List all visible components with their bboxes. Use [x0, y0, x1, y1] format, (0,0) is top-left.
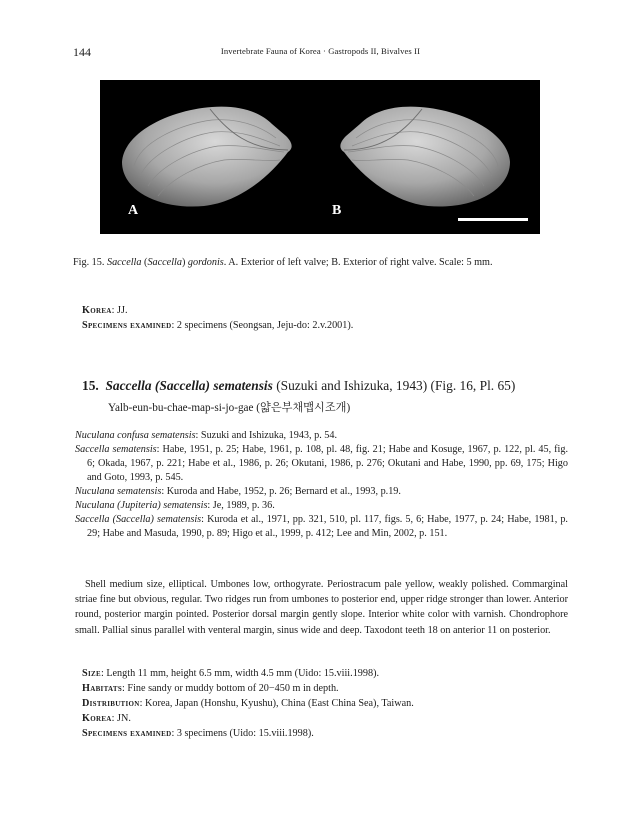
figure-caption: Fig. 15. Saccella (Saccella) gordonis. A. Exterior of left valve; B. Exterior of right valve. Scale: 5 mm. — [73, 257, 493, 268]
scale-bar — [458, 218, 528, 221]
fact-distribution: Distribution: Korea, Japan (Honshu, Kyushu), China (East China Sea), Taiwan. — [82, 698, 414, 709]
figure-15 — [100, 80, 540, 234]
synonymy-list — [75, 429, 568, 541]
fact-size: Size: Length 11 mm, height 6.5 mm, width 4.5 mm (Uido: 15.viii.1998). — [82, 668, 380, 679]
prev-specimens-line: Specimens examined: 2 specimens (Seongsan, Jeju-do: 2.v.2001). — [82, 320, 354, 331]
right-valve-shell — [340, 107, 510, 207]
fact-korea: Korea: JN. — [82, 713, 131, 724]
species-heading: 15. Saccella (Saccella) sematensis (Suzuki and Ishizuka, 1943) (Fig. 16, Pl. 65) — [82, 378, 516, 393]
fact-specimens: Specimens examined: 3 specimens (Uido: 15.viii.1998). — [82, 728, 314, 739]
figure-label-b: B — [332, 203, 342, 218]
synonymy-entry: Saccella sematensis: Habe, 1951, p. 25; Habe, 1961, p. 108, pl. 48, fig. 21; Habe and Kosuge, 1967, p. 122, pl. 45, fig. 6; Okada, 1967, p. 221; Habe et al., 1986, p. 26; Okutani, 1986, p. 276; Okutani and Habe, 1990, pp. 69, 175; Higo and Goto, 1993, p. 545. — [75, 444, 568, 483]
figure-label-a: A — [128, 203, 139, 218]
species-facts — [82, 666, 414, 741]
fact-habitats: Habitats: Fine sandy or muddy bottom of 20−450 m in depth. — [82, 683, 339, 694]
running-title: Invertebrate Fauna of Korea · Gastropods II, Bivalves II — [220, 46, 421, 56]
species-description: Shell medium size, elliptical. Umbones low, orthogyrate. Periostracum pale yellow, weakly polished. Commarginal striae fine but obvious, regular. Two ridges run from umbones to posterior end, upper ridge stronger than lower. Anterior round, posterior margin pointed. Posterior dorsal margin gently slope. Interior white color with varnish. Chondrophore small. Pallial sinus parallel with venteral margin, sinus wide and deep. Taxodont teeth 18 on anterior 11 on posterior. — [75, 579, 568, 636]
synonymy-entry: Nuculana confusa sematensis: Suzuki and Ishizuka, 1943, p. 54. — [75, 430, 338, 441]
korean-name: Yalb-eun-bu-chae-map-si-jo-gae (얇은부채맵시조개) — [108, 402, 351, 414]
page-number: 144 — [73, 45, 91, 59]
synonymy-entry: Nuculana (Jupiteria) sematensis: Je, 1989, p. 36. — [75, 500, 275, 511]
synonymy-entry: Saccella (Saccella) sematensis: Kuroda et al., 1971, pp. 321, 510, pl. 117, figs. 5, 6; Habe, 1977, p. 24; Habe, 1981, p. 29; Habe and Masuda, 1990, p. 89; Higo et al., 1999, p. 412; Lee and Min, 2002, p. 151. — [75, 514, 568, 539]
left-valve-shell — [122, 107, 292, 207]
prev-korea-line: Korea: JJ. — [82, 305, 128, 316]
shell-photographs — [100, 80, 540, 234]
synonymy-entry: Nuculana sematensis: Kuroda and Habe, 1952, p. 26; Bernard et al., 1993, p.19. — [75, 486, 401, 497]
